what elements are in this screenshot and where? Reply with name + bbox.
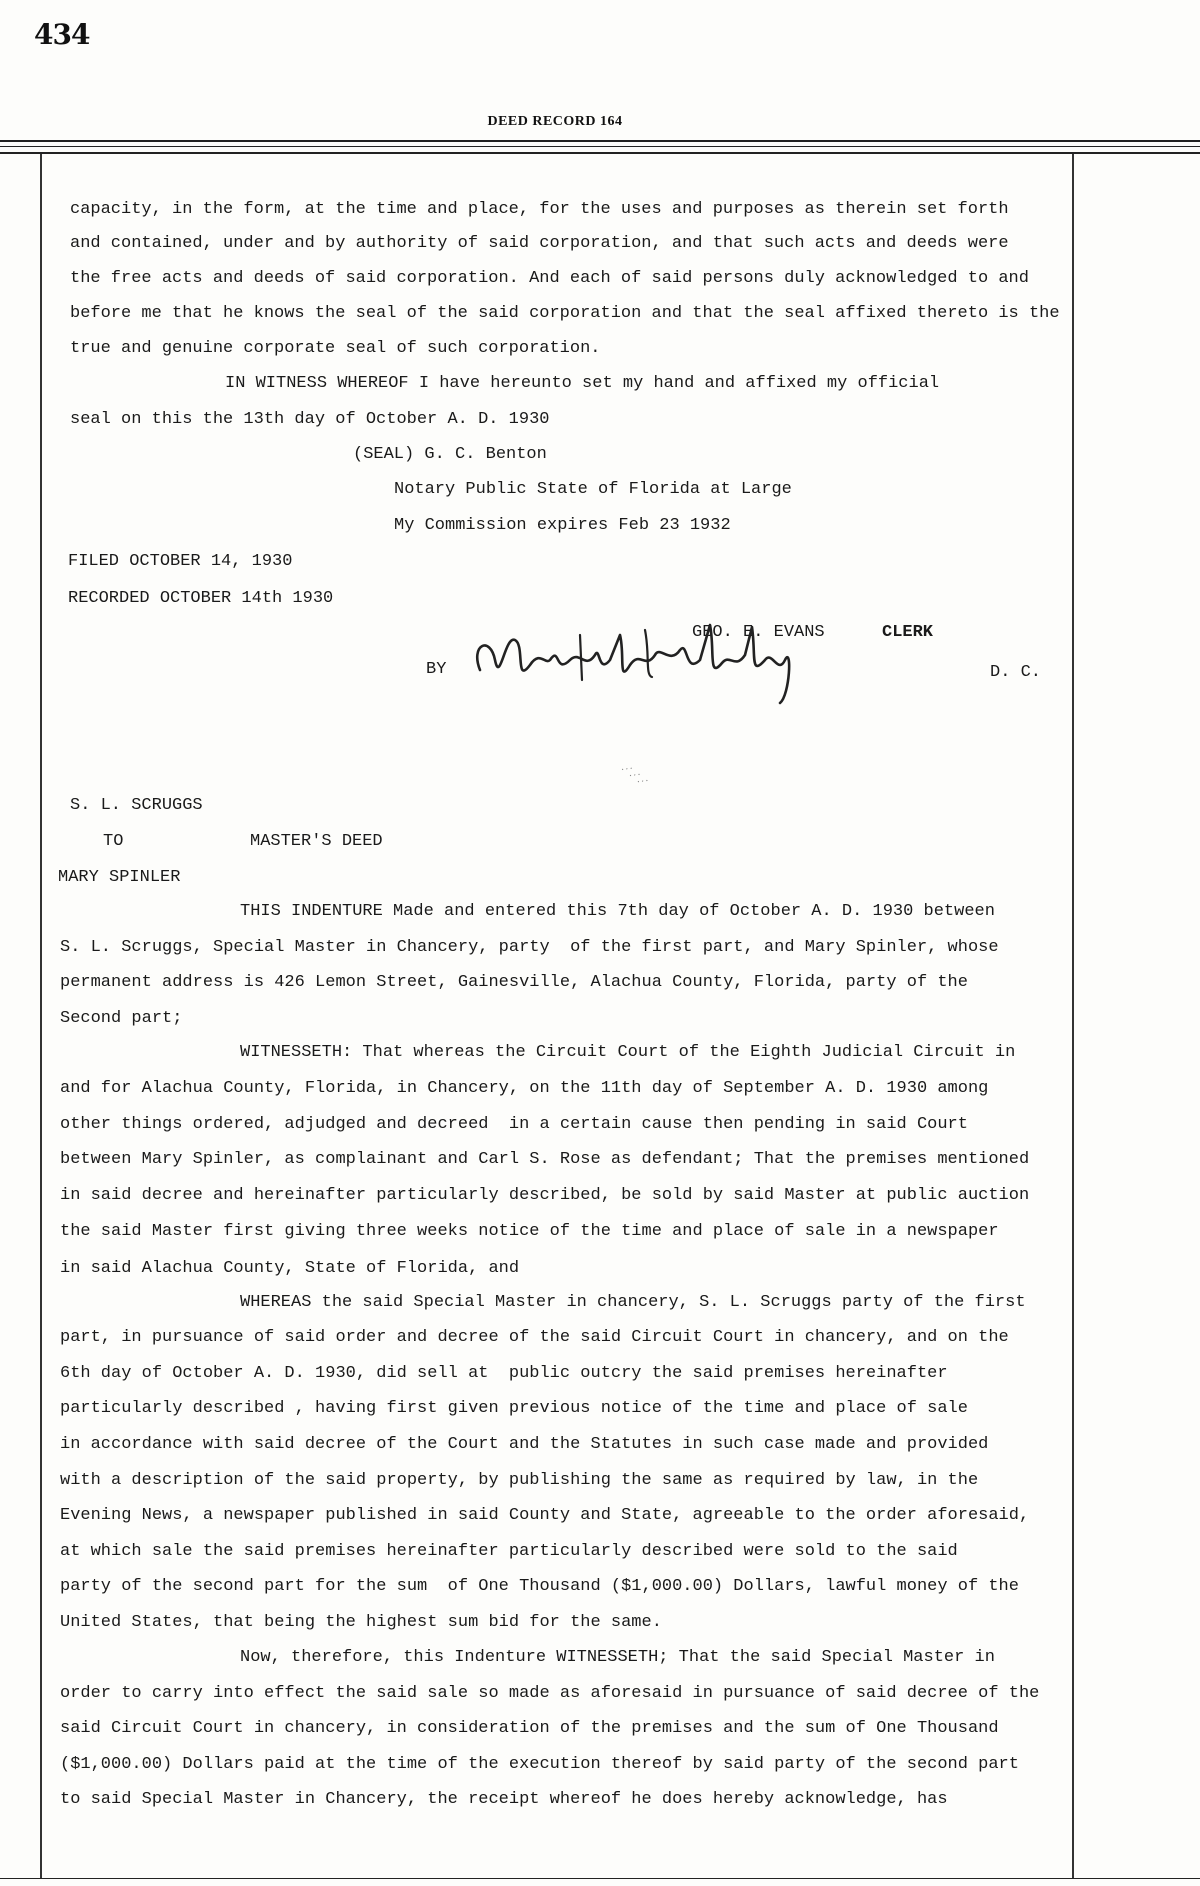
notary-seal-line: (SEAL) G. C. Benton: [353, 445, 547, 464]
recorded-date: RECORDED OCTOBER 14th 1930: [68, 589, 334, 608]
body-line: in said decree and hereinafter particularly described, be sold by said Master at public auction: [60, 1186, 1030, 1205]
body-line: WITNESSETH: That whereas the Circuit Court of the Eighth Judicial Circuit in: [240, 1043, 1016, 1062]
body-line: 6th day of October A. D. 1930, did sell at public outcry the said premises hereinafter: [60, 1364, 948, 1383]
body-line: with a description of the said property, by publishing the same as required by law, in the: [60, 1471, 979, 1490]
notary-commission-line: My Commission expires Feb 23 1932: [394, 516, 731, 535]
page-title: DEED RECORD 164: [487, 114, 623, 129]
ack-line: and contained, under and by authority of said corporation, and that such acts and deeds were: [70, 234, 1009, 253]
right-margin-line: [1072, 154, 1074, 1879]
body-line: in accordance with said decree of the Court and the Statutes in such case made and provided: [60, 1435, 989, 1454]
deputy-clerk-label: D. C.: [990, 663, 1042, 682]
grantee-name: MARY SPINLER: [58, 868, 181, 887]
grantor-name: S. L. SCRUGGS: [70, 796, 203, 815]
header-rule-top: [0, 140, 1200, 142]
body-line: party of the second part for the sum of One Thousand ($1,000.00) Dollars, lawful money of the: [60, 1577, 1019, 1596]
body-line: WHEREAS the said Special Master in chancery, S. L. Scruggs party of the first: [240, 1293, 1026, 1312]
witness-line: IN WITNESS WHEREOF I have hereunto set my hand and affixed my official: [225, 374, 940, 393]
notary-title-line: Notary Public State of Florida at Large: [394, 480, 792, 499]
body-line: between Mary Spinler, as complainant and Carl S. Rose as defendant; That the premises mentioned: [60, 1150, 1030, 1169]
body-line: part, in pursuance of said order and decree of the said Circuit Court in chancery, and on the: [60, 1328, 1009, 1347]
ack-line: true and genuine corporate seal of such corporation.: [70, 339, 601, 358]
header-rule-middle: [0, 146, 1200, 147]
body-line: at which sale the said premises hereinafter particularly described were sold to the said: [60, 1542, 958, 1561]
faint-stamp-mark: ⋰⋰⋰: [620, 761, 651, 789]
body-line: other things ordered, adjudged and decreed in a certain cause then pending in said Court: [60, 1115, 968, 1134]
filed-date: FILED OCTOBER 14, 1930: [68, 552, 293, 571]
body-line: permanent address is 426 Lemon Street, Gainesville, Alachua County, Florida, party of the: [60, 973, 968, 992]
body-line: ($1,000.00) Dollars paid at the time of the execution thereof by said party of the second part: [60, 1755, 1019, 1774]
body-line: said Circuit Court in chancery, in consideration of the premises and the sum of One Thousand: [60, 1719, 999, 1738]
ack-line: before me that he knows the seal of the said corporation and that the seal affixed thereto is the: [70, 304, 1060, 323]
left-margin-line: [40, 154, 42, 1879]
body-line: to said Special Master in Chancery, the receipt whereof he does hereby acknowledge, has: [60, 1790, 948, 1809]
body-line: order to carry into effect the said sale so made as aforesaid in pursuance of said decree of the: [60, 1684, 1040, 1703]
witness-date-line: seal on this the 13th day of October A. D. 1930: [70, 410, 550, 429]
deputy-clerk-signature: [460, 615, 820, 705]
body-line: Now, therefore, this Indenture WITNESSETH; That the said Special Master in: [240, 1648, 995, 1667]
ack-line: capacity, in the form, at the time and place, for the uses and purposes as therein set forth: [70, 200, 1009, 219]
body-line: United States, that being the highest sum bid for the same.: [60, 1613, 662, 1632]
body-line: S. L. Scruggs, Special Master in Chancery, party of the first part, and Mary Spinler, whose: [60, 938, 999, 957]
body-line: particularly described , having first given previous notice of the time and place of sale: [60, 1399, 968, 1418]
clerk-title: CLERK: [882, 623, 934, 642]
body-line: in said Alachua County, State of Florida, and: [60, 1259, 520, 1278]
body-line: Evening News, a newspaper published in said County and State, agreeable to the order aforesaid,: [60, 1506, 1030, 1525]
ack-line: the free acts and deeds of said corporation. And each of said persons duly acknowledged to and: [70, 269, 1029, 288]
body-line: Second part;: [60, 1009, 183, 1028]
by-label: BY: [426, 660, 447, 679]
page-number: 434: [34, 18, 90, 51]
body-line: the said Master first giving three weeks notice of the time and place of sale in a newspaper: [60, 1222, 999, 1241]
to-label: TO: [103, 832, 124, 851]
footer-rule: [0, 1878, 1200, 1879]
clerk-name: GEO. E. EVANS: [692, 623, 825, 642]
body-line: THIS INDENTURE Made and entered this 7th day of October A. D. 1930 between: [240, 902, 995, 921]
deed-type: MASTER'S DEED: [250, 832, 383, 851]
header-rule-bottom: [0, 152, 1200, 154]
body-line: and for Alachua County, Florida, in Chancery, on the 11th day of September A. D. 1930 among: [60, 1079, 989, 1098]
